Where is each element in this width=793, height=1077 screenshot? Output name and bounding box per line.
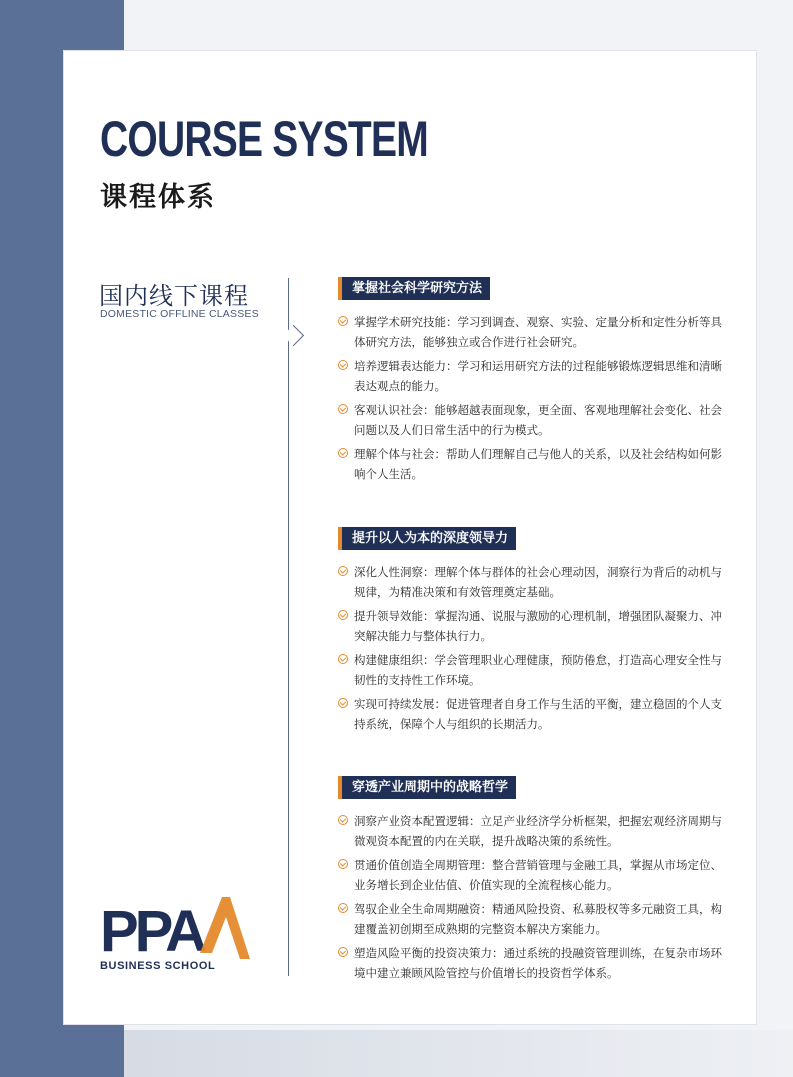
check-circle-icon bbox=[338, 316, 348, 326]
list-item-text: 构建健康组织：学会管理职业心理健康，预防倦怠，打造高心理安全性与韧性的支持性工作环境。 bbox=[354, 653, 722, 687]
block-heading: 提升以人为本的深度领导力 bbox=[338, 527, 516, 550]
list-item-text: 掌握学术研究技能：学习到调查、观察、实验、定量分析和定性分析等具体研究方法，能够独立或合作进行社会研究。 bbox=[354, 315, 722, 349]
list-item-text: 塑造风险平衡的投资决策力：通过系统的投融资管理训练，在复杂市场环境中建立兼顾风险管控与价值增长的投资哲学体系。 bbox=[354, 946, 722, 980]
list-item bbox=[338, 855, 728, 895]
check-circle-icon bbox=[338, 404, 348, 414]
list-item-text: 贯通价值创造全周期管理：整合营销管理与金融工具，掌握从市场定位、业务增长到企业估值、价值实现的全流程核心能力。 bbox=[354, 858, 722, 892]
check-circle-icon bbox=[338, 698, 348, 708]
list-item bbox=[338, 444, 728, 484]
list-item bbox=[338, 562, 728, 602]
logo-mark-icon bbox=[100, 895, 260, 965]
check-circle-icon bbox=[338, 815, 348, 825]
list-item-text: 洞察产业资本配置逻辑：立足产业经济学分析框架，把握宏观经济周期与微观资本配置的内在关联，提升战略决策的系统性。 bbox=[354, 814, 722, 848]
list-item-text: 提升领导效能：掌握沟通、说服与激励的心理机制，增强团队凝聚力、冲突解决能力与整体执行力。 bbox=[354, 609, 722, 643]
title-chinese: 课程体系 bbox=[100, 182, 216, 213]
list-item bbox=[338, 606, 728, 646]
block-list bbox=[338, 811, 728, 983]
check-circle-icon bbox=[338, 448, 348, 458]
check-circle-icon bbox=[338, 947, 348, 957]
check-circle-icon bbox=[338, 566, 348, 576]
check-circle-icon bbox=[338, 903, 348, 913]
list-item bbox=[338, 899, 728, 939]
check-circle-icon bbox=[338, 610, 348, 620]
list-item bbox=[338, 356, 728, 396]
list-item bbox=[338, 400, 728, 440]
check-circle-icon bbox=[338, 654, 348, 664]
course-block-2 bbox=[338, 527, 728, 738]
vertical-divider bbox=[288, 278, 289, 976]
block-heading: 穿透产业周期中的战略哲学 bbox=[338, 776, 516, 799]
check-circle-icon bbox=[338, 859, 348, 869]
list-item-text: 深化人性洞察：理解个体与群体的社会心理动因，洞察行为背后的动机与规律，为精准决策和有效管理奠定基础。 bbox=[354, 565, 722, 599]
school-logo bbox=[100, 895, 260, 980]
list-item-text: 培养逻辑表达能力：学习和运用研究方法的过程能够锻炼逻辑思维和清晰表达观点的能力。 bbox=[354, 359, 722, 393]
block-list bbox=[338, 312, 728, 484]
logo-letters: PPA bbox=[100, 899, 203, 964]
logo-subtitle: BUSINESS SCHOOL bbox=[100, 960, 216, 972]
bottom-background bbox=[0, 1030, 793, 1077]
list-item bbox=[338, 811, 728, 851]
list-item bbox=[338, 312, 728, 352]
list-item-text: 客观认识社会：能够超越表面现象，更全面、客观地理解社会变化、社会问题以及人们日常生活中的行为模式。 bbox=[354, 403, 722, 437]
section-title-chinese: 国内线下课程 bbox=[99, 282, 249, 310]
block-list bbox=[338, 562, 728, 734]
check-circle-icon bbox=[338, 360, 348, 370]
list-item-text: 驾驭企业全生命周期融资：精通风险投资、私募股权等多元融资工具，构建覆盖初创期至成熟期的完整资本解决方案能力。 bbox=[354, 902, 722, 936]
list-item bbox=[338, 943, 728, 983]
course-block-1 bbox=[338, 277, 728, 488]
list-item-text: 理解个体与社会：帮助人们理解自己与他人的关系，以及社会结构如何影响个人生活。 bbox=[354, 447, 722, 481]
title-english: COURSE SYSTEM bbox=[100, 111, 428, 167]
list-item bbox=[338, 694, 728, 734]
course-block-3 bbox=[338, 776, 728, 987]
list-item bbox=[338, 650, 728, 690]
list-item-text: 实现可持续发展：促进管理者自身工作与生活的平衡，建立稳固的个人支持系统，保障个人与组织的长期活力。 bbox=[354, 697, 722, 731]
block-heading: 掌握社会科学研究方法 bbox=[338, 277, 490, 300]
section-title-english: DOMESTIC OFFLINE CLASSES bbox=[100, 308, 259, 320]
